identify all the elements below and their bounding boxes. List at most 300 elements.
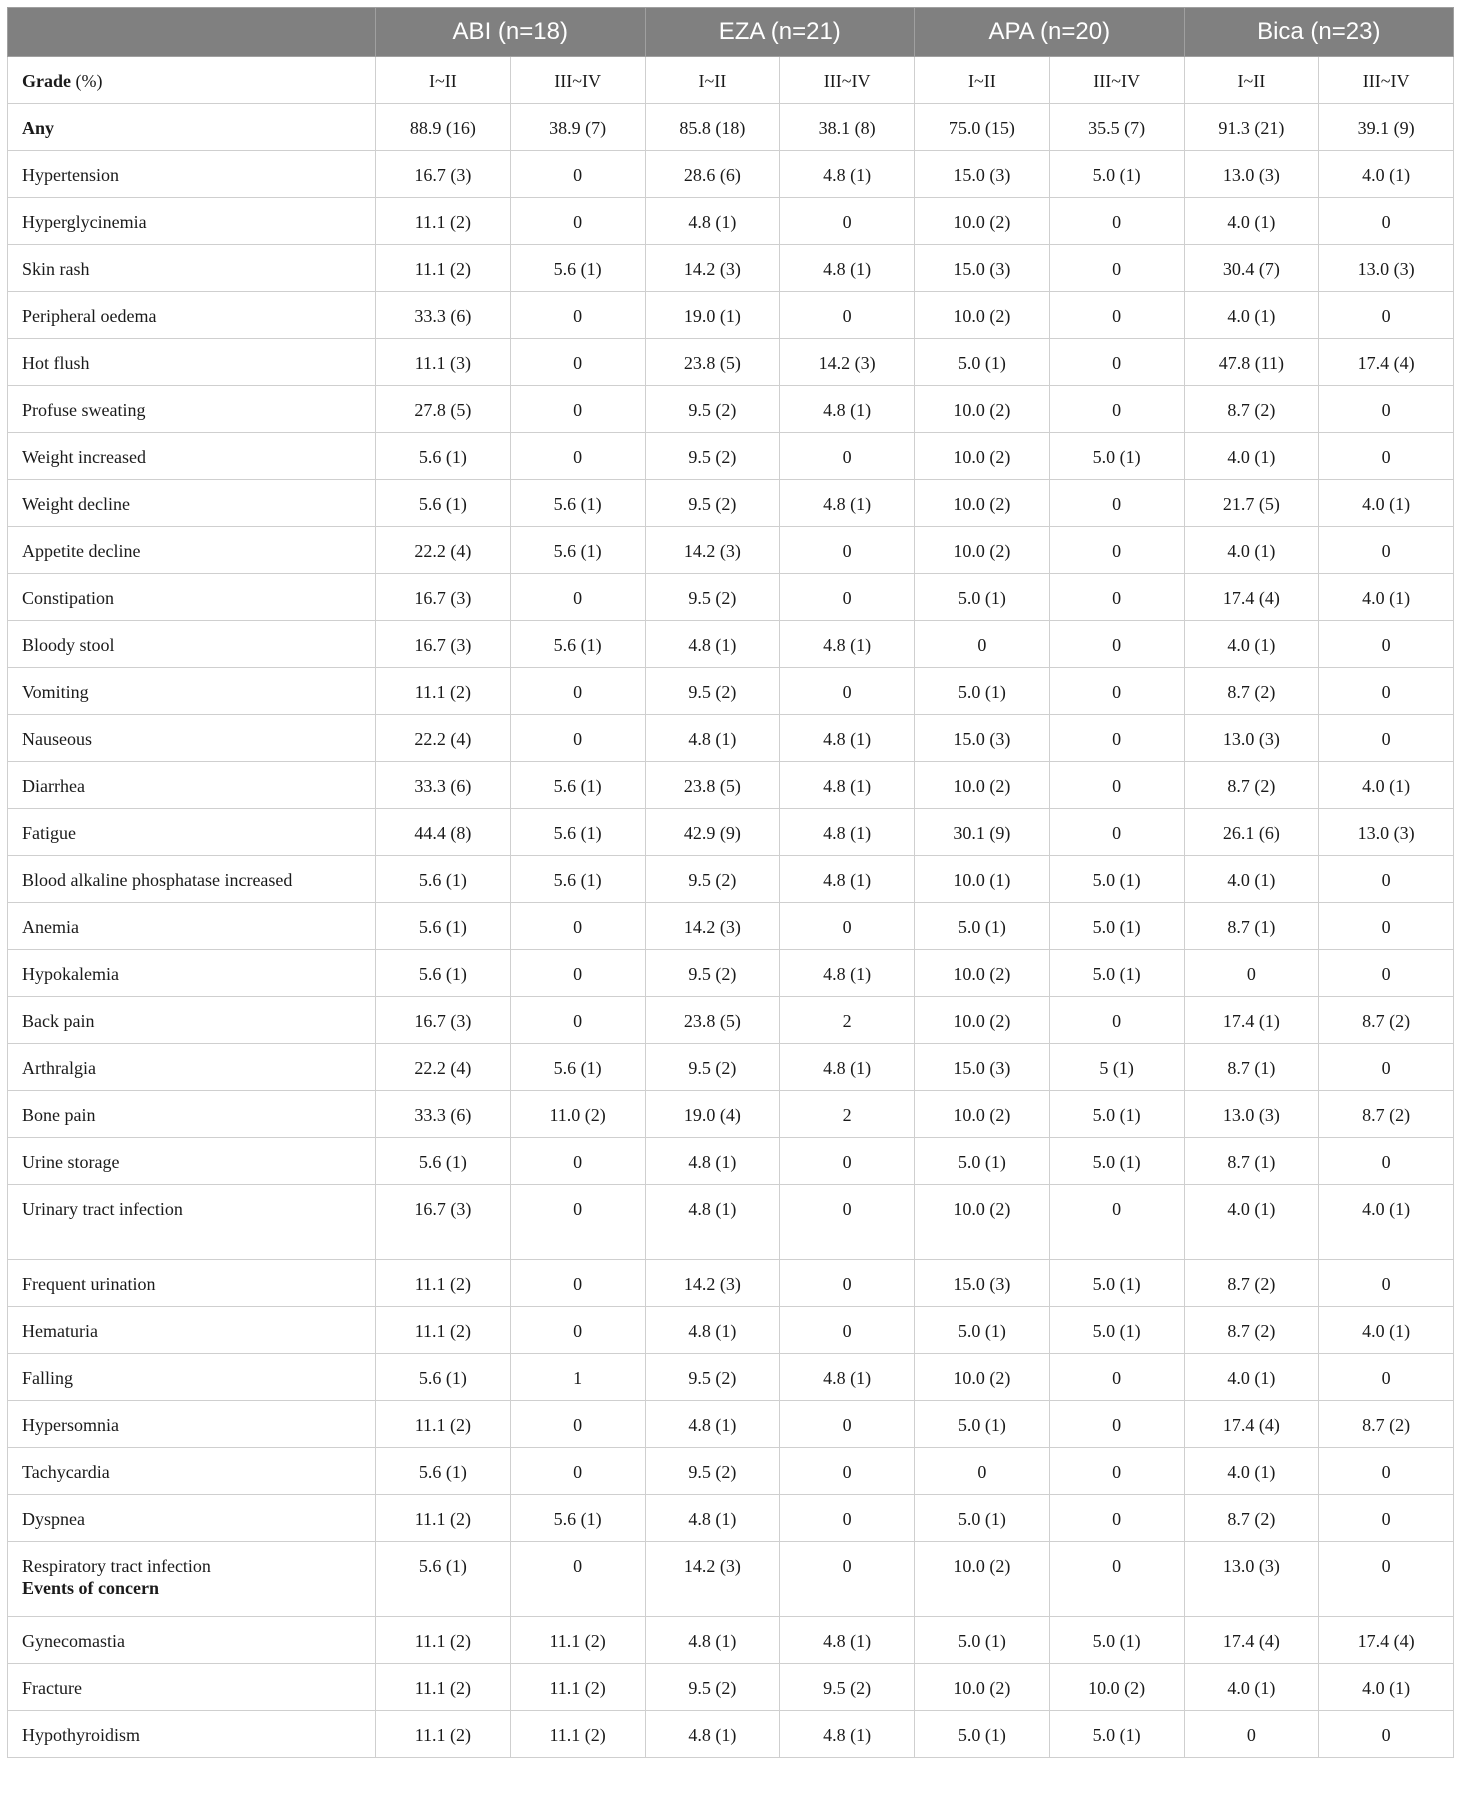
value-cell: 5.6 (1) bbox=[510, 1495, 645, 1542]
row-label: Hyperglycinemia bbox=[22, 212, 147, 232]
value-cell: 0 bbox=[915, 1448, 1050, 1495]
row-label: Blood alkaline phosphatase increased bbox=[22, 870, 293, 890]
table-row bbox=[8, 433, 1454, 480]
row-label-cell bbox=[8, 1617, 376, 1664]
value-cell: 0 bbox=[1049, 762, 1184, 809]
row-label: Arthralgia bbox=[22, 1058, 96, 1078]
value-cell: 5 (1) bbox=[1049, 1044, 1184, 1091]
value-cell: 4.0 (1) bbox=[1319, 574, 1454, 621]
table-row bbox=[8, 1260, 1454, 1307]
value-cell: 8.7 (2) bbox=[1184, 386, 1319, 433]
table-row bbox=[8, 1617, 1454, 1664]
value-cell: 10.0 (2) bbox=[915, 1185, 1050, 1260]
table-row bbox=[8, 245, 1454, 292]
value-cell: 0 bbox=[510, 151, 645, 198]
value-cell: 0 bbox=[780, 433, 915, 480]
row-label-cell bbox=[8, 715, 376, 762]
value-cell: 4.8 (1) bbox=[780, 480, 915, 527]
row-label-cell bbox=[8, 903, 376, 950]
adverse-events-table-container bbox=[7, 7, 1453, 1758]
value-cell: 10.0 (2) bbox=[915, 1091, 1050, 1138]
value-cell: 4.0 (1) bbox=[1319, 480, 1454, 527]
value-cell: 11.1 (2) bbox=[376, 1401, 511, 1448]
row-label: Skin rash bbox=[22, 259, 90, 279]
table-row bbox=[8, 574, 1454, 621]
table-row bbox=[8, 1044, 1454, 1091]
value-cell: 15.0 (3) bbox=[915, 1044, 1050, 1091]
group-header-eza: EZA (n=21) bbox=[645, 8, 915, 57]
value-cell: 0 bbox=[1319, 621, 1454, 668]
row-label-cell bbox=[8, 292, 376, 339]
value-cell: 0 bbox=[1319, 1354, 1454, 1401]
value-cell: 10.0 (2) bbox=[915, 292, 1050, 339]
grade-cell: III~IV bbox=[1049, 57, 1184, 104]
value-cell: 5.0 (1) bbox=[915, 1495, 1050, 1542]
value-cell: 15.0 (3) bbox=[915, 1260, 1050, 1307]
group-header-abi: ABI (n=18) bbox=[376, 8, 646, 57]
value-cell: 0 bbox=[1049, 621, 1184, 668]
value-cell: 5.0 (1) bbox=[1049, 1307, 1184, 1354]
table-row bbox=[8, 621, 1454, 668]
value-cell: 0 bbox=[780, 198, 915, 245]
value-cell: 47.8 (11) bbox=[1184, 339, 1319, 386]
row-label: Profuse sweating bbox=[22, 400, 146, 420]
value-cell: 4.8 (1) bbox=[780, 245, 915, 292]
value-cell: 0 bbox=[510, 668, 645, 715]
adverse-events-table bbox=[7, 7, 1454, 1758]
value-cell: 17.4 (4) bbox=[1184, 574, 1319, 621]
value-cell: 10.0 (2) bbox=[915, 198, 1050, 245]
table-row bbox=[8, 292, 1454, 339]
value-cell: 23.8 (5) bbox=[645, 997, 780, 1044]
value-cell: 4.8 (1) bbox=[645, 1307, 780, 1354]
value-cell: 17.4 (4) bbox=[1184, 1401, 1319, 1448]
row-label: Respiratory tract infection bbox=[22, 1556, 211, 1576]
value-cell: 5.0 (1) bbox=[1049, 856, 1184, 903]
value-cell: 0 bbox=[510, 433, 645, 480]
value-cell: 0 bbox=[1319, 1542, 1454, 1617]
value-cell: 14.2 (3) bbox=[645, 1260, 780, 1307]
value-cell: 5.0 (1) bbox=[1049, 151, 1184, 198]
row-label-cell bbox=[8, 1307, 376, 1354]
row-label: Constipation bbox=[22, 588, 115, 608]
value-cell: 4.0 (1) bbox=[1184, 1185, 1319, 1260]
value-cell: 8.7 (2) bbox=[1319, 1401, 1454, 1448]
value-cell: 11.0 (2) bbox=[510, 1091, 645, 1138]
value-cell: 27.8 (5) bbox=[376, 386, 511, 433]
value-cell: 23.8 (5) bbox=[645, 339, 780, 386]
value-cell: 4.0 (1) bbox=[1184, 1354, 1319, 1401]
value-cell: 0 bbox=[1184, 950, 1319, 997]
value-cell: 9.5 (2) bbox=[645, 574, 780, 621]
value-cell: 4.8 (1) bbox=[780, 386, 915, 433]
value-cell: 10.0 (1) bbox=[915, 856, 1050, 903]
row-label-cell bbox=[8, 1354, 376, 1401]
value-cell: 8.7 (2) bbox=[1184, 1307, 1319, 1354]
grade-cell: III~IV bbox=[1319, 57, 1454, 104]
value-cell: 5.0 (1) bbox=[1049, 1617, 1184, 1664]
value-cell: 0 bbox=[1049, 1401, 1184, 1448]
row-label-cell bbox=[8, 527, 376, 574]
value-cell: 5.6 (1) bbox=[376, 1542, 511, 1617]
value-cell: 5.6 (1) bbox=[376, 480, 511, 527]
value-cell: 11.1 (2) bbox=[376, 1307, 511, 1354]
table-header bbox=[8, 8, 1454, 57]
grade-cell: I~II bbox=[915, 57, 1050, 104]
value-cell: 22.2 (4) bbox=[376, 1044, 511, 1091]
table-row bbox=[8, 668, 1454, 715]
value-cell: 9.5 (2) bbox=[645, 1354, 780, 1401]
value-cell: 0 bbox=[915, 621, 1050, 668]
value-cell: 0 bbox=[510, 997, 645, 1044]
value-cell: 0 bbox=[1319, 668, 1454, 715]
group-header-apa: APA (n=20) bbox=[915, 8, 1185, 57]
value-cell: 2 bbox=[780, 1091, 915, 1138]
value-cell: 9.5 (2) bbox=[780, 1664, 915, 1711]
value-cell: 4.8 (1) bbox=[645, 1711, 780, 1758]
grade-cell: I~II bbox=[645, 57, 780, 104]
value-cell: 11.1 (2) bbox=[376, 245, 511, 292]
value-cell: 0 bbox=[1049, 809, 1184, 856]
grade-cell: I~II bbox=[1184, 57, 1319, 104]
table-row bbox=[8, 1091, 1454, 1138]
value-cell: 11.1 (2) bbox=[376, 1711, 511, 1758]
value-cell: 33.3 (6) bbox=[376, 292, 511, 339]
value-cell: 0 bbox=[780, 527, 915, 574]
value-cell: 10.0 (2) bbox=[915, 1664, 1050, 1711]
value-cell: 0 bbox=[510, 1542, 645, 1617]
value-cell: 4.8 (1) bbox=[645, 1495, 780, 1542]
row-label: Vomiting bbox=[22, 682, 89, 702]
row-label-cell bbox=[8, 1495, 376, 1542]
value-cell: 0 bbox=[1049, 245, 1184, 292]
value-cell: 4.0 (1) bbox=[1319, 762, 1454, 809]
row-label: Dyspnea bbox=[22, 1509, 85, 1529]
value-cell: 4.8 (1) bbox=[780, 809, 915, 856]
value-cell: 5.0 (1) bbox=[1049, 1138, 1184, 1185]
value-cell: 0 bbox=[510, 715, 645, 762]
value-cell: 21.7 (5) bbox=[1184, 480, 1319, 527]
value-cell: 4.8 (1) bbox=[780, 621, 915, 668]
row-label-cell bbox=[8, 1138, 376, 1185]
grade-cell: III~IV bbox=[510, 57, 645, 104]
value-cell: 0 bbox=[1049, 574, 1184, 621]
value-cell: 0 bbox=[510, 198, 645, 245]
value-cell: 26.1 (6) bbox=[1184, 809, 1319, 856]
value-cell: 33.3 (6) bbox=[376, 1091, 511, 1138]
value-cell: 0 bbox=[510, 950, 645, 997]
value-cell: 88.9 (16) bbox=[376, 104, 511, 151]
table-row bbox=[8, 1354, 1454, 1401]
value-cell: 17.4 (4) bbox=[1184, 1617, 1319, 1664]
table-row bbox=[8, 1307, 1454, 1354]
value-cell: 0 bbox=[780, 668, 915, 715]
table-row bbox=[8, 339, 1454, 386]
grade-row bbox=[8, 57, 1454, 104]
row-label: Weight increased bbox=[22, 447, 146, 467]
table-row bbox=[8, 903, 1454, 950]
value-cell: 10.0 (2) bbox=[915, 1354, 1050, 1401]
value-cell: 0 bbox=[1319, 386, 1454, 433]
value-cell: 19.0 (1) bbox=[645, 292, 780, 339]
row-label: Bloody stool bbox=[22, 635, 115, 655]
value-cell: 10.0 (2) bbox=[1049, 1664, 1184, 1711]
row-label: Anemia bbox=[22, 917, 79, 937]
value-cell: 5.6 (1) bbox=[510, 527, 645, 574]
value-cell: 5.0 (1) bbox=[915, 903, 1050, 950]
value-cell: 5.6 (1) bbox=[376, 950, 511, 997]
row-label-cell bbox=[8, 1664, 376, 1711]
value-cell: 8.7 (2) bbox=[1184, 668, 1319, 715]
value-cell: 0 bbox=[1319, 950, 1454, 997]
value-cell: 1 bbox=[510, 1354, 645, 1401]
group-header-row bbox=[8, 8, 1454, 57]
value-cell: 0 bbox=[1319, 198, 1454, 245]
value-cell: 22.2 (4) bbox=[376, 527, 511, 574]
row-label: Hypersomnia bbox=[22, 1415, 119, 1435]
value-cell: 14.2 (3) bbox=[645, 527, 780, 574]
value-cell: 15.0 (3) bbox=[915, 245, 1050, 292]
value-cell: 0 bbox=[1049, 527, 1184, 574]
value-cell: 0 bbox=[1049, 386, 1184, 433]
value-cell: 0 bbox=[1049, 997, 1184, 1044]
table-row bbox=[8, 198, 1454, 245]
value-cell: 0 bbox=[1049, 1448, 1184, 1495]
value-cell: 5.0 (1) bbox=[915, 1617, 1050, 1664]
row-label: Hot flush bbox=[22, 353, 90, 373]
value-cell: 0 bbox=[780, 292, 915, 339]
value-cell: 0 bbox=[780, 1260, 915, 1307]
value-cell: 0 bbox=[1319, 292, 1454, 339]
value-cell: 0 bbox=[780, 1448, 915, 1495]
value-cell: 4.8 (1) bbox=[780, 1711, 915, 1758]
value-cell: 42.9 (9) bbox=[645, 809, 780, 856]
grade-cell: III~IV bbox=[780, 57, 915, 104]
table-row bbox=[8, 1185, 1454, 1260]
table-row bbox=[8, 1664, 1454, 1711]
value-cell: 0 bbox=[1319, 715, 1454, 762]
row-label-cell bbox=[8, 574, 376, 621]
value-cell: 38.9 (7) bbox=[510, 104, 645, 151]
value-cell: 4.8 (1) bbox=[780, 715, 915, 762]
value-cell: 0 bbox=[1049, 480, 1184, 527]
value-cell: 9.5 (2) bbox=[645, 1044, 780, 1091]
row-label-cell bbox=[8, 1260, 376, 1307]
value-cell: 11.1 (2) bbox=[376, 668, 511, 715]
value-cell: 4.0 (1) bbox=[1319, 1664, 1454, 1711]
row-label: Hypothyroidism bbox=[22, 1725, 141, 1745]
value-cell: 10.0 (2) bbox=[915, 480, 1050, 527]
row-label: Fracture bbox=[22, 1678, 82, 1698]
value-cell: 5.6 (1) bbox=[376, 856, 511, 903]
value-cell: 0 bbox=[510, 1401, 645, 1448]
row-label: Hypertension bbox=[22, 165, 119, 185]
value-cell: 9.5 (2) bbox=[645, 856, 780, 903]
grade-cell: I~II bbox=[376, 57, 511, 104]
row-label: Urine storage bbox=[22, 1152, 120, 1172]
value-cell: 9.5 (2) bbox=[645, 1664, 780, 1711]
value-cell: 4.8 (1) bbox=[780, 856, 915, 903]
value-cell: 14.2 (3) bbox=[645, 1542, 780, 1617]
row-label-cell bbox=[8, 1401, 376, 1448]
row-label-cell bbox=[8, 1091, 376, 1138]
value-cell: 8.7 (2) bbox=[1184, 1495, 1319, 1542]
row-label: Frequent urination bbox=[22, 1274, 156, 1294]
table-row bbox=[8, 950, 1454, 997]
value-cell: 14.2 (3) bbox=[780, 339, 915, 386]
table-row bbox=[8, 386, 1454, 433]
row-label-cell bbox=[8, 856, 376, 903]
value-cell: 5.0 (1) bbox=[915, 339, 1050, 386]
table-row bbox=[8, 856, 1454, 903]
row-label: Peripheral oedema bbox=[22, 306, 157, 326]
value-cell: 4.0 (1) bbox=[1184, 621, 1319, 668]
value-cell: 0 bbox=[1049, 1185, 1184, 1260]
row-label-cell bbox=[8, 1185, 376, 1260]
value-cell: 10.0 (2) bbox=[915, 997, 1050, 1044]
table-row bbox=[8, 151, 1454, 198]
row-label: Hypokalemia bbox=[22, 964, 119, 984]
value-cell: 11.1 (2) bbox=[376, 1260, 511, 1307]
value-cell: 75.0 (15) bbox=[915, 104, 1050, 151]
row-label-cell bbox=[8, 809, 376, 856]
value-cell: 8.7 (1) bbox=[1184, 903, 1319, 950]
value-cell: 16.7 (3) bbox=[376, 574, 511, 621]
table-row bbox=[8, 1495, 1454, 1542]
value-cell: 15.0 (3) bbox=[915, 715, 1050, 762]
value-cell: 5.6 (1) bbox=[510, 480, 645, 527]
row-label-cell bbox=[8, 433, 376, 480]
value-cell: 0 bbox=[780, 1307, 915, 1354]
value-cell: 0 bbox=[510, 1307, 645, 1354]
value-cell: 5.6 (1) bbox=[510, 1044, 645, 1091]
row-label: Bone pain bbox=[22, 1105, 96, 1125]
value-cell: 33.3 (6) bbox=[376, 762, 511, 809]
value-cell: 11.1 (2) bbox=[510, 1617, 645, 1664]
value-cell: 9.5 (2) bbox=[645, 668, 780, 715]
value-cell: 4.0 (1) bbox=[1184, 527, 1319, 574]
value-cell: 0 bbox=[780, 1185, 915, 1260]
value-cell: 4.8 (1) bbox=[645, 715, 780, 762]
value-cell: 5.6 (1) bbox=[376, 903, 511, 950]
value-cell: 10.0 (2) bbox=[915, 1542, 1050, 1617]
value-cell: 10.0 (2) bbox=[915, 950, 1050, 997]
value-cell: 0 bbox=[1049, 1354, 1184, 1401]
value-cell: 0 bbox=[780, 1495, 915, 1542]
value-cell: 5.0 (1) bbox=[1049, 903, 1184, 950]
value-cell: 0 bbox=[510, 1138, 645, 1185]
value-cell: 5.6 (1) bbox=[376, 1448, 511, 1495]
value-cell: 0 bbox=[1049, 1495, 1184, 1542]
row-label-cell bbox=[8, 1044, 376, 1091]
value-cell: 8.7 (2) bbox=[1184, 762, 1319, 809]
value-cell: 11.1 (2) bbox=[376, 1617, 511, 1664]
value-cell: 4.8 (1) bbox=[780, 151, 915, 198]
value-cell: 0 bbox=[1319, 1448, 1454, 1495]
row-label: Weight decline bbox=[22, 494, 131, 514]
value-cell: 0 bbox=[1319, 1138, 1454, 1185]
value-cell: 0 bbox=[1184, 1711, 1319, 1758]
value-cell: 5.0 (1) bbox=[1049, 950, 1184, 997]
value-cell: 2 bbox=[780, 997, 915, 1044]
row-label-cell bbox=[8, 950, 376, 997]
table-row bbox=[8, 1711, 1454, 1758]
value-cell: 0 bbox=[510, 1260, 645, 1307]
value-cell: 13.0 (3) bbox=[1184, 1542, 1319, 1617]
group-header-bica: Bica (n=23) bbox=[1184, 8, 1454, 57]
value-cell: 5.0 (1) bbox=[915, 668, 1050, 715]
value-cell: 4.0 (1) bbox=[1184, 433, 1319, 480]
row-label: Hematuria bbox=[22, 1321, 98, 1341]
value-cell: 4.8 (1) bbox=[780, 762, 915, 809]
value-cell: 5.0 (1) bbox=[915, 1138, 1050, 1185]
value-cell: 0 bbox=[1319, 856, 1454, 903]
value-cell: 0 bbox=[1319, 527, 1454, 574]
row-label: Appetite decline bbox=[22, 541, 141, 561]
value-cell: 4.0 (1) bbox=[1184, 856, 1319, 903]
value-cell: 0 bbox=[1049, 715, 1184, 762]
row-label: Falling bbox=[22, 1368, 74, 1388]
value-cell: 38.1 (8) bbox=[780, 104, 915, 151]
value-cell: 0 bbox=[510, 1185, 645, 1260]
value-cell: 0 bbox=[1049, 292, 1184, 339]
value-cell: 13.0 (3) bbox=[1319, 245, 1454, 292]
value-cell: 16.7 (3) bbox=[376, 151, 511, 198]
value-cell: 30.4 (7) bbox=[1184, 245, 1319, 292]
table-row bbox=[8, 1401, 1454, 1448]
value-cell: 13.0 (3) bbox=[1184, 151, 1319, 198]
value-cell: 4.8 (1) bbox=[780, 1354, 915, 1401]
value-cell: 14.2 (3) bbox=[645, 903, 780, 950]
value-cell: 0 bbox=[1049, 668, 1184, 715]
grade-label: Grade bbox=[22, 71, 71, 91]
value-cell: 16.7 (3) bbox=[376, 997, 511, 1044]
row-label: Nauseous bbox=[22, 729, 92, 749]
value-cell: 4.8 (1) bbox=[780, 1044, 915, 1091]
value-cell: 5.0 (1) bbox=[1049, 433, 1184, 480]
value-cell: 9.5 (2) bbox=[645, 433, 780, 480]
row-label-cell bbox=[8, 104, 376, 151]
value-cell: 91.3 (21) bbox=[1184, 104, 1319, 151]
value-cell: 35.5 (7) bbox=[1049, 104, 1184, 151]
value-cell: 5.6 (1) bbox=[376, 1354, 511, 1401]
value-cell: 0 bbox=[780, 574, 915, 621]
row-label: Gynecomastia bbox=[22, 1631, 125, 1651]
row-label-cell bbox=[8, 1542, 376, 1617]
value-cell: 11.1 (2) bbox=[376, 1495, 511, 1542]
value-cell: 17.4 (1) bbox=[1184, 997, 1319, 1044]
value-cell: 17.4 (4) bbox=[1319, 1617, 1454, 1664]
value-cell: 8.7 (1) bbox=[1184, 1138, 1319, 1185]
value-cell: 10.0 (2) bbox=[915, 386, 1050, 433]
value-cell: 8.7 (1) bbox=[1184, 1044, 1319, 1091]
row-label-cell bbox=[8, 997, 376, 1044]
grade-unit: (%) bbox=[71, 71, 103, 91]
value-cell: 19.0 (4) bbox=[645, 1091, 780, 1138]
value-cell: 17.4 (4) bbox=[1319, 339, 1454, 386]
value-cell: 4.8 (1) bbox=[780, 1617, 915, 1664]
header-corner-cell bbox=[8, 8, 376, 57]
value-cell: 8.7 (2) bbox=[1184, 1260, 1319, 1307]
row-label-cell bbox=[8, 386, 376, 433]
row-label-cell bbox=[8, 1711, 376, 1758]
value-cell: 0 bbox=[510, 903, 645, 950]
value-cell: 0 bbox=[1049, 198, 1184, 245]
row-label-cell bbox=[8, 245, 376, 292]
value-cell: 22.2 (4) bbox=[376, 715, 511, 762]
value-cell: 8.7 (2) bbox=[1319, 1091, 1454, 1138]
value-cell: 0 bbox=[510, 1448, 645, 1495]
